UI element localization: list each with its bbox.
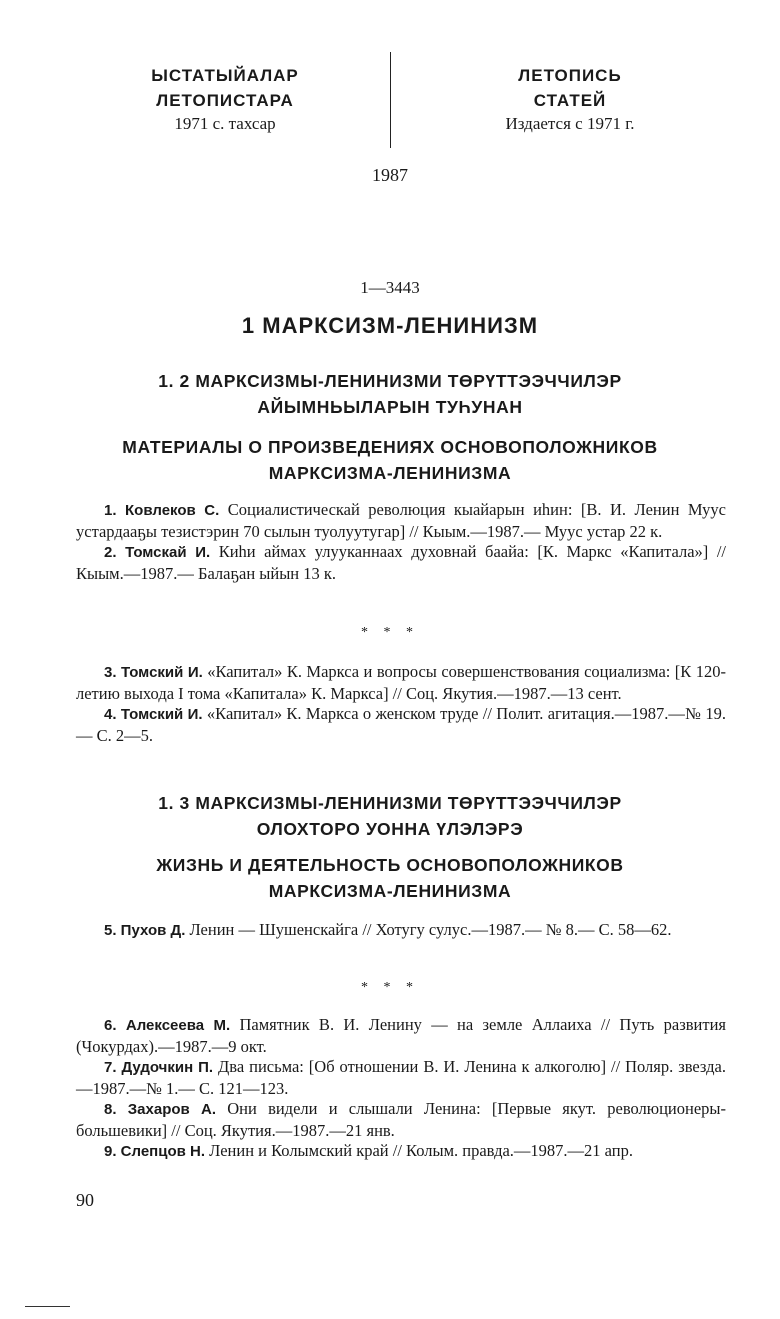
entry-text: Они видели и слышали Ленина: [Первые якут. революционеры-большевики] // Соц. Якутия.—1987.—21 янв.	[76, 1099, 726, 1140]
entries-group-b	[76, 662, 726, 746]
header-left-line3: 1971 с. тахсар	[174, 114, 276, 133]
section-1-3-subtitle-line1: ЖИЗНЬ И ДЕЯТЕЛЬНОСТЬ ОСНОВОПОЛОЖНИКОВ	[156, 855, 624, 875]
section-1-2-title-line2: АЙЫМНЬЫЛАРЫН ТУҺУНАН	[257, 397, 523, 417]
entries-group-c	[76, 920, 726, 942]
section-title: 1 МАРКСИЗМ-ЛЕНИНИЗМ	[241, 313, 539, 338]
list-item	[76, 920, 726, 942]
entry-author: 7. Дудочкин П.	[104, 1059, 214, 1076]
entry-author: 5. Пухов Д.	[104, 922, 186, 939]
list-item	[76, 1141, 726, 1163]
section-1-2-subtitle	[60, 434, 720, 486]
entries-group-d	[76, 1015, 726, 1163]
index-code: 1—3443	[360, 278, 420, 297]
list-item	[76, 500, 726, 542]
section-1-3-title	[60, 790, 720, 842]
entry-text: Ленин и Колымский край // Колым. правда.—1987.—21 апр.	[205, 1141, 633, 1160]
header-right	[410, 63, 730, 135]
entry-text: Памятник В. И. Ленину — на земле Аллаиха // Путь развития (Чокурдах).—1987.—9 окт.	[76, 1015, 726, 1056]
entry-author: 3. Томский И.	[104, 664, 203, 681]
section-1-2-subtitle-line2: МАРКСИЗМА-ЛЕНИНИЗМА	[268, 463, 512, 483]
list-item	[76, 1057, 726, 1099]
header-right-line2: СТАТЕЙ	[533, 91, 607, 110]
list-item	[76, 542, 726, 584]
list-item	[76, 662, 726, 704]
list-item	[76, 1099, 726, 1141]
header-left	[80, 63, 370, 135]
entries-group-a	[76, 500, 726, 584]
header-left-line1: ЫСТАТЫЙАЛАР	[151, 66, 299, 85]
footer-rule	[25, 1306, 70, 1307]
entry-author: 2. Томскай И.	[104, 544, 211, 561]
entry-text: Два письма: [Об отношении В. И. Ленина к алкоголю] // Поляр. звезда.—1987.—№ 1.— С. 121—123.	[76, 1057, 726, 1098]
entry-author: 4. Томский И.	[104, 706, 203, 723]
entry-author: 9. Слепцов Н.	[104, 1143, 206, 1160]
entry-author: 8. Захаров А.	[104, 1101, 217, 1118]
section-1-3-subtitle	[60, 852, 720, 904]
section-1-3-subtitle-line2: МАРКСИЗМА-ЛЕНИНИЗМА	[268, 881, 512, 901]
header-right-line1: ЛЕТОПИСЬ	[518, 66, 622, 85]
entry-text: «Капитал» К. Маркса о женском труде // Полит. агитация.—1987.—№ 19.— С. 2—5.	[76, 704, 726, 745]
section-1-2-title-line1: 1. 2 МАРКСИЗМЫ-ЛЕНИНИЗМИ ТӨРҮТТЭЭЧЧИЛЭР	[158, 371, 622, 391]
entry-text: Ленин — Шушенскайга // Хотугу сулус.—1987.— № 8.— С. 58—62.	[185, 920, 672, 939]
list-item	[76, 704, 726, 746]
entry-text: Киһи аймах улууканнаах духовнай баайа: [К. Маркс «Капитала»] // Кыым.—1987.— Балаҕан ыйын 13 к.	[76, 542, 726, 583]
page-number: 90	[76, 1190, 94, 1210]
separator-stars: * * *	[361, 980, 419, 995]
entry-text: «Капитал» К. Маркса и вопросы совершенствования социализма: [К 120-летию выхода I тома «Капитала» К. Маркса] // Соц. Якутия.—1987.—13 сент.	[76, 662, 726, 703]
header-divider	[390, 52, 391, 148]
list-item	[76, 1015, 726, 1057]
entry-author: 1. Ковлеков С.	[104, 502, 220, 519]
section-1-3-title-line2: ОЛОХТОРО УОННА ҮЛЭЛЭРЭ	[256, 819, 524, 839]
separator-stars: * * *	[361, 625, 419, 640]
section-1-3-title-line1: 1. 3 МАРКСИЗМЫ-ЛЕНИНИЗМИ ТӨРҮТТЭЭЧЧИЛЭР	[158, 793, 622, 813]
entry-text: Социалистическай революция кыайарын иһин: [В. И. Ленин Муус устардааҕы тезистэрин 70 сылын туолуутугар] // Кыым.—1987.— Муус устар 22 к.	[76, 500, 726, 541]
section-1-2-subtitle-line1: МАТЕРИАЛЫ О ПРОИЗВЕДЕНИЯХ ОСНОВОПОЛОЖНИКОВ	[122, 437, 658, 457]
year: 1987	[372, 165, 408, 185]
section-1-2-title	[60, 368, 720, 420]
header-right-line3: Издается с 1971 г.	[505, 114, 635, 133]
header-left-line2: ЛЕТОПИСТАРА	[156, 91, 294, 110]
entry-author: 6. Алексеева М.	[104, 1017, 231, 1034]
